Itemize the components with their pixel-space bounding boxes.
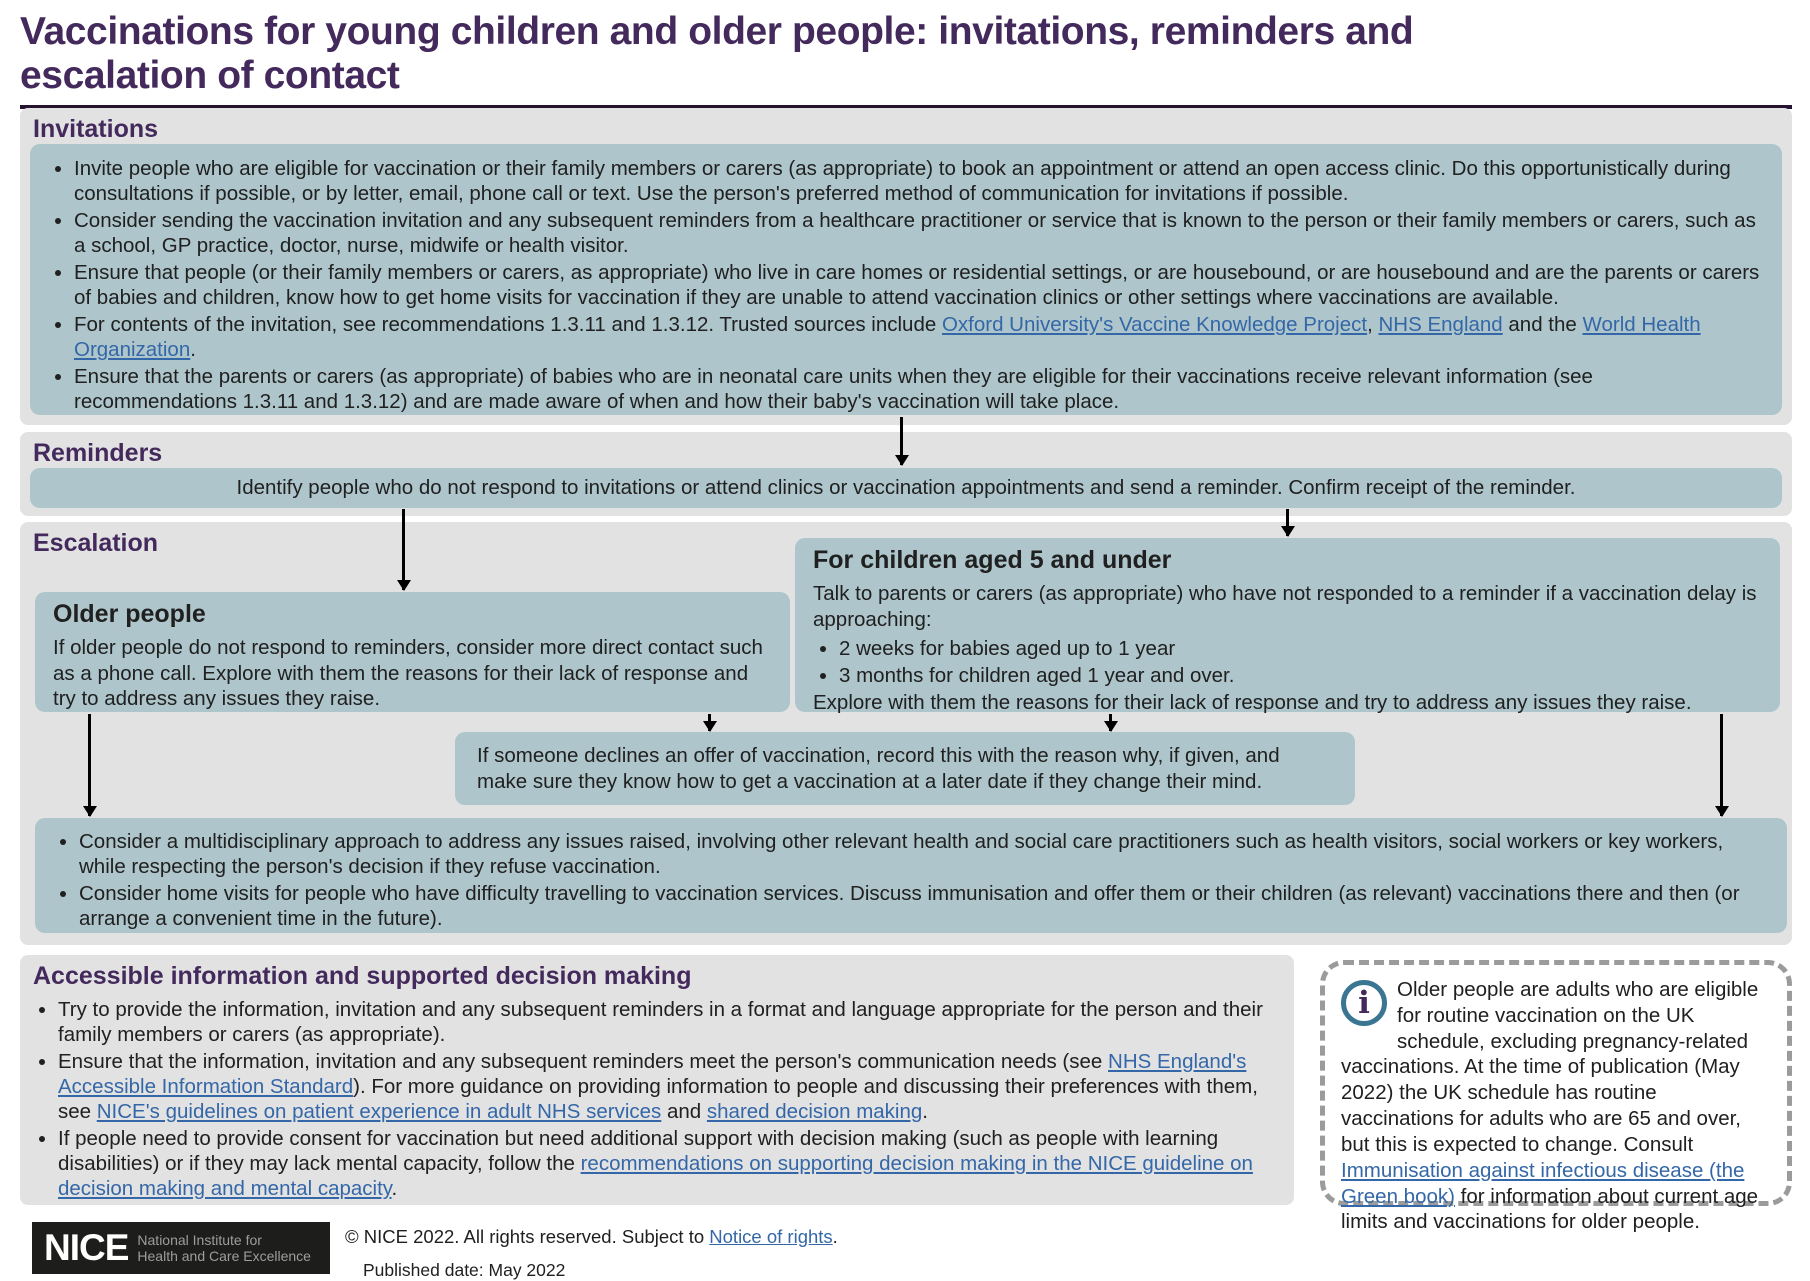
inline-link[interactable]: Immunisation against infectious disease (the Green book) [1341, 1158, 1745, 1208]
text-segment: © NICE 2022. All rights reserved. Subject to [345, 1226, 710, 1247]
reminders-box [30, 468, 1782, 508]
arrow-reminders-to-older-people [402, 509, 405, 590]
section-reminders [20, 432, 1792, 516]
inline-link[interactable]: NHS England [1378, 313, 1503, 336]
inline-link[interactable]: World Health Organization [74, 313, 1701, 361]
invitation-bullet [74, 208, 1760, 258]
multidisciplinary-bullet: • Consider a multidisciplinary approach to address any issues raised, involving other relevant health and social care practitioners such as health visitors, social workers or key workers, while respecting the person's decision if they refuse vaccination. [79, 829, 1765, 879]
text-segment: Ensure that the parents or carers (as appropriate) of babies who are in neonatal care units when they are eligible for their vaccinations receive relevant information (see recommendations 1.3.11 and 1.3.12) and are made aware of when and how their baby's vaccination will take place. [74, 365, 1593, 413]
text-segment: Ensure that people (or their family members or carers, as appropriate) who live in care homes or residential settings, or are housebound, or are housebound and are the parents or carers of babies and children, know how to get home visits for vaccination if they are unable to attend vaccination clinics or other settings where vaccinations are available. [74, 261, 1760, 309]
section-escalation [20, 522, 1792, 945]
nice-logo-subtitle-line1: National Institute for [137, 1231, 262, 1248]
info-note-text [1341, 977, 1772, 1235]
declines-box [455, 732, 1355, 805]
text-segment: Invite people who are eligible for vaccination or their family members or carers (as appropriate) to book an appointment or attend an open access clinic. Do this opportunistically during consultations if possible, or by letter, email, phone call or text. Use the person's preferred method of communication for invitations if possible. [74, 157, 1731, 205]
nice-logo-subtitle [137, 1232, 311, 1264]
arrow-children-to-multidisciplinary [1720, 714, 1723, 816]
text-segment: and [661, 1100, 707, 1123]
text-segment: If people need to provide consent for vaccination but need additional support with decision making (such as people with learning disabilities) or if they may lack mental capacity, follow the [58, 1127, 1219, 1175]
multidisciplinary-bullet-list [57, 829, 1765, 931]
invitation-bullet [74, 312, 1760, 362]
children-bullet: • 3 months for children aged 1 year and over. [839, 663, 1762, 688]
multidisciplinary-box [35, 818, 1787, 933]
declines-text: If someone declines an offer of vaccination, record this with the reason why, if given, and make sure they know how to get a vaccination at a later date if they change their mind. [477, 743, 1280, 793]
children-intro: Talk to parents or carers (as appropriate) who have not responded to a reminder if a vaccination delay is approaching: [813, 582, 1757, 631]
inline-link[interactable]: NHS England's Accessible Information Standard [58, 1050, 1247, 1098]
text-segment: For contents of the invitation, see recommendations 1.3.11 and 1.3.12. Trusted sources include [74, 313, 942, 336]
page-title-line2: escalation of contact [20, 54, 400, 98]
older-people-heading: Older people [53, 600, 206, 628]
invitations-bullet-list [52, 156, 1760, 414]
nice-logo-wordmark: NICE [44, 1227, 129, 1268]
children-bullet: • 2 weeks for babies aged up to 1 year [839, 636, 1762, 661]
inline-link[interactable]: Oxford University's Vaccine Knowledge Project [941, 313, 1368, 336]
accessible-heading: Accessible information and supported decision making [33, 962, 692, 990]
text-segment: Older people are adults who are eligible for routine vaccination on the UK schedule, excluding pregnancy-related vaccinations. At the time of publication (May 2022) the UK schedule has routine vaccinations for adults who are 65 and over, but this is expected to change. Consult [1341, 978, 1759, 1156]
arrow-children-to-declines [1109, 714, 1112, 731]
multidisciplinary-bullet: • Consider home visits for people who have difficulty travelling to vaccination services. Discuss immunisation and offer them or their children (as relevant) vaccinations there and then (or arrange a convenient time in the future). [79, 881, 1765, 931]
accessible-bullet [58, 1126, 1278, 1201]
text-segment: for information about current age limits and vaccinations for older people. [1341, 1184, 1759, 1234]
text-segment: . [922, 1100, 928, 1123]
section-accessible [20, 955, 1294, 1205]
accessible-bullet [58, 1049, 1278, 1124]
older-people-box [35, 592, 790, 712]
text-segment: and the [1502, 313, 1583, 336]
info-note [1320, 960, 1792, 1234]
invitations-heading: Invitations [33, 115, 159, 143]
inline-link[interactable]: NICE's guidelines on patient experience in adult NHS services [96, 1100, 662, 1123]
arrow-invitations-to-reminders [900, 417, 903, 465]
children-outro: Explore with them the reasons for their lack of response and try to address any issues they raise. [813, 691, 1692, 715]
children-heading: For children aged 5 and under [813, 546, 1172, 574]
nice-logo-subtitle-line2: Health and Care Excellence [137, 1248, 311, 1264]
invitation-bullet [74, 260, 1760, 310]
accessible-bullet-list [36, 997, 1278, 1201]
inline-link[interactable]: Notice of rights [709, 1226, 833, 1247]
children-bullet-list [817, 636, 1762, 688]
arrow-older-people-to-multidisciplinary [88, 714, 91, 816]
invitation-bullet [74, 364, 1760, 414]
page-title [20, 10, 1792, 109]
text-segment: Try to provide the information, invitation and any subsequent reminders in a format and language appropriate for the person and their family members or carers (as appropriate). [58, 998, 1263, 1046]
inline-link[interactable]: shared decision making [706, 1100, 923, 1123]
escalation-heading: Escalation [33, 529, 159, 557]
text-segment: Consider sending the vaccination invitation and any subsequent reminders from a healthcare practitioner or service that is known to the person or their family members or carers, such as a school, GP practice, doctor, nurse, midwife or health visitor. [74, 209, 1756, 257]
accessible-bullet [58, 997, 1278, 1047]
info-icon: i [1341, 980, 1387, 1026]
invitations-box [30, 144, 1782, 415]
text-segment: . [391, 1177, 398, 1200]
reminders-text: Identify people who do not respond to invitations or attend clinics or vaccination appointments and send a reminder. Confirm receipt of the reminder. [236, 476, 1576, 500]
text-segment: ). For more guidance on providing information to people and discussing their preferences with them, see [58, 1075, 1258, 1123]
page-title-line1: Vaccinations for young children and older people: invitations, reminders and [20, 10, 1414, 53]
published-date: Published date: May 2022 [363, 1260, 566, 1280]
arrow-older-people-to-declines [708, 714, 711, 731]
text-segment: . [832, 1226, 838, 1247]
section-invitations [20, 108, 1792, 425]
reminders-heading: Reminders [33, 439, 163, 467]
children-box [795, 538, 1780, 715]
invitation-bullet [74, 156, 1760, 206]
text-segment: . [190, 338, 196, 361]
text-segment: , [1367, 313, 1379, 336]
older-people-text: If older people do not respond to reminders, consider more direct contact such as a phone call. Explore with them the reasons for their lack of response and try to address any issues they raise. [53, 636, 763, 711]
inline-link[interactable]: recommendations on supporting decision making in the NICE guideline on decision making and mental capacity [58, 1152, 1253, 1200]
arrow-reminders-to-children [1286, 509, 1289, 536]
copyright-text [345, 1226, 838, 1248]
text-segment: Ensure that the information, invitation and any subsequent reminders meet the person's communication needs (see [58, 1050, 1109, 1073]
nice-logo [32, 1222, 330, 1274]
